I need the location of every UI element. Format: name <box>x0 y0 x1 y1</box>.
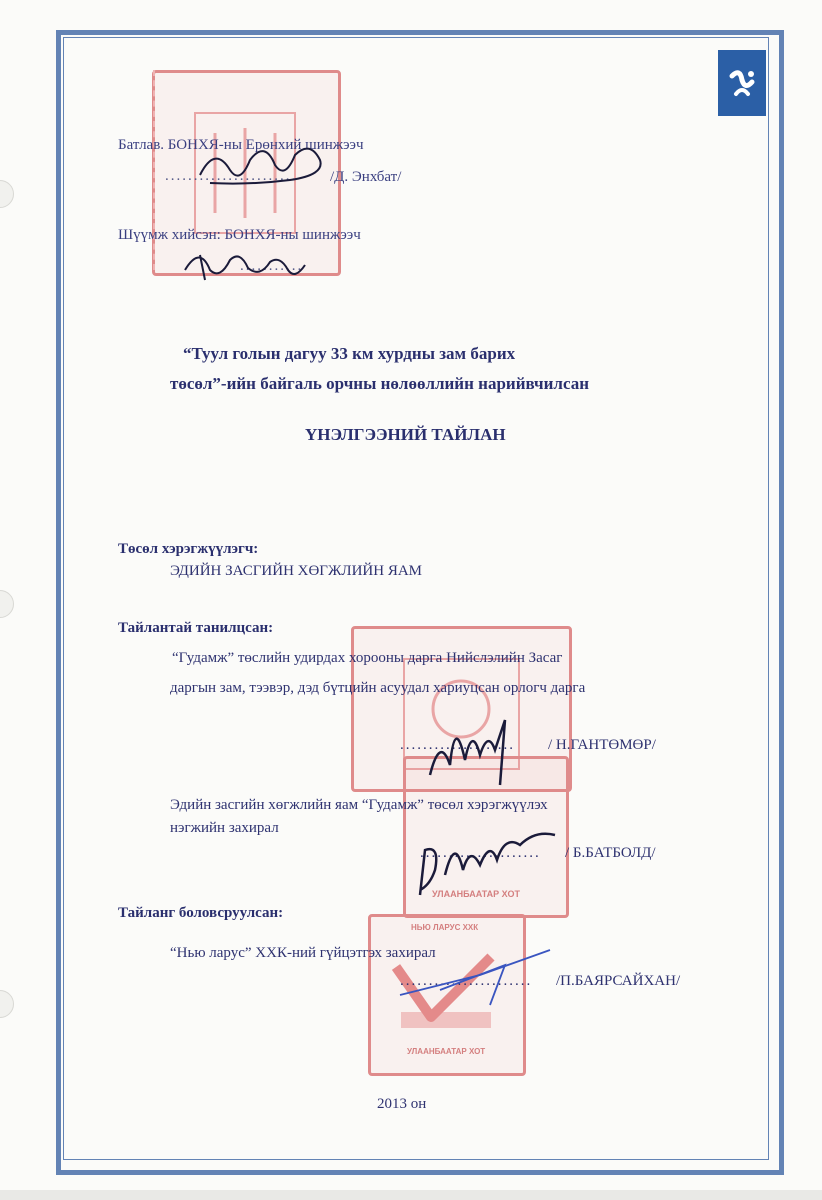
approved-by-label: Батлав. БОНХЯ-ны Ерөнхий шинжээч <box>118 137 364 153</box>
signature-bayarsaikhan <box>380 940 560 1020</box>
ministry-logo <box>718 50 766 116</box>
signature-dotted-line: ....................... <box>400 973 533 989</box>
scanner-edge <box>0 1190 822 1200</box>
stamp-city-text: УЛААНБААТАР ХОТ <box>432 889 520 899</box>
report-title: ҮНЭЛГЭЭНИЙ ТАЙЛАН <box>305 425 506 444</box>
reviewer2-line-2: нэгжийн захирал <box>170 820 279 836</box>
reviewed-by-label: Шүүмж хийсэн: БОНХЯ-ны шинжээч <box>118 227 361 243</box>
punch-hole <box>0 180 14 208</box>
reviewer1-line-2: даргын зам, тээвэр, дэд бүтцийн асуудал хариуцсан орлогч дарга <box>170 680 586 696</box>
signature-batbold <box>405 815 565 905</box>
report-year: 2013 он <box>377 1096 427 1112</box>
logo-emblem-icon <box>718 50 766 116</box>
signature-reviewer <box>170 240 320 285</box>
signature-gantomor <box>410 705 520 795</box>
preparer-signature-name: /П.БАЯРСАЙХАН/ <box>556 973 681 989</box>
title-line-1: “Туул голын дагуу 33 км хурдны зам барих <box>183 344 516 363</box>
signature-dotted-line: ........... <box>240 258 304 274</box>
stamp-city-text: УЛААНБААТАР ХОТ <box>407 1047 486 1056</box>
signature-dotted-line: ..................... <box>420 845 541 861</box>
approved-name: /Д. Энхбат/ <box>330 169 402 185</box>
preparer-line: “Нью ларус” ХХК-ний гүйцэтгэх захирал <box>170 945 436 961</box>
signature-dotted-line: .................... <box>400 737 515 753</box>
reviewer2-line-1: Эдийн засгийн хөгжлийн яам “Гудамж” төсөл хэрэгжүүлэх <box>170 797 548 813</box>
signature-dotted-line: ....................... <box>165 168 298 184</box>
punch-hole <box>0 590 14 618</box>
title-line-2: төсөл”-ийн байгаль орчны нөлөөллийн нарийвчилсан <box>170 374 589 393</box>
stamp-company-text: НЬЮ ЛАРУС ХХК <box>411 923 479 932</box>
implementer-name: ЭДИЙН ЗАСГИЙН ХӨГЖЛИЙН ЯАМ <box>170 563 423 579</box>
reviewer1-line-1: “Гудамж” төслийн удирдах хорооны дарга Нийслэлийн Засаг <box>172 650 563 666</box>
reviewer2-signature-name: / Б.БАТБОЛД/ <box>565 845 656 861</box>
reviewer1-signature-name: / Н.ГАНТӨМӨР/ <box>548 737 656 753</box>
implementer-heading: Төсөл хэрэгжүүлэгч: <box>118 541 259 557</box>
signature-enkhbat <box>170 135 340 195</box>
reviewed-heading: Тайлантай танилцсан: <box>118 620 274 636</box>
prepared-heading: Тайланг боловсруулсан: <box>118 905 284 921</box>
punch-hole <box>0 990 14 1018</box>
